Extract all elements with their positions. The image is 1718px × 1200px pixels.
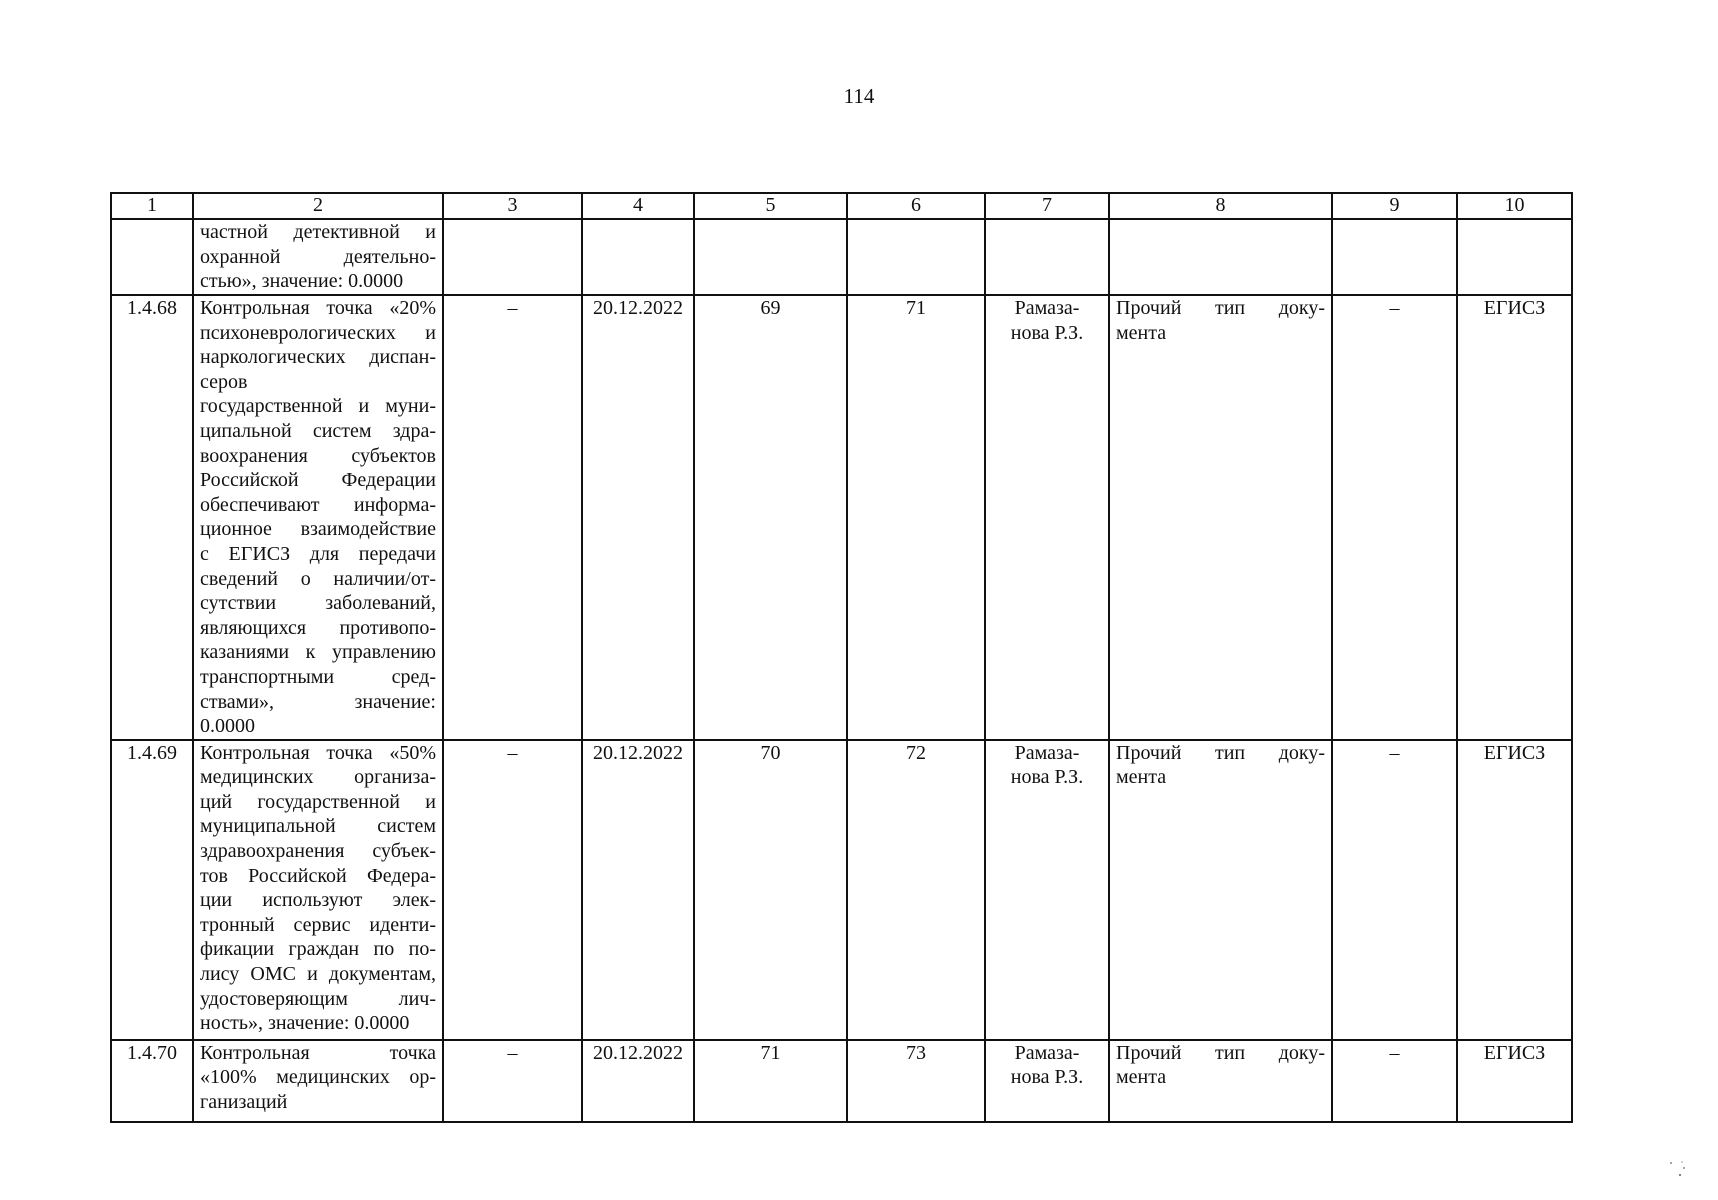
description-line: Контрольная точка «50% [200,741,436,764]
person-line: Рамаза- [1014,297,1080,319]
description-line: с ЕГИСЗ для передачи [200,542,436,565]
cell-system: ЕГИСЗ [1457,295,1572,740]
description-line: серов [200,370,248,393]
description-line: казаниями к управлению [200,641,436,664]
scan-artifact-icon [1668,1160,1688,1178]
description-line: ции используют элек- [200,889,436,912]
description-line: ционное взаимодействие [200,518,436,541]
cell-date: 20.12.2022 [582,295,694,740]
cell-col3: – [443,295,582,740]
cell-col6: 72 [847,740,985,1040]
description-line: тронный сервис иденти- [200,913,436,936]
cell-col9: – [1332,295,1457,740]
doc-type-line: мента [1116,1066,1167,1089]
cell-number [111,219,193,295]
cell-col3: – [443,1040,582,1122]
table-row [111,1040,1572,1122]
cell-doc-type [1109,295,1332,740]
description-line: транспортными сред- [200,665,436,688]
table-row [111,740,1572,1040]
cell-col9: – [1332,1040,1457,1122]
header-col-3: 3 [443,193,582,219]
person-line: Рамаза- [1014,741,1080,764]
description-line: Контрольная точка «20% [200,297,436,319]
cell-col9 [1332,219,1457,295]
cell-person [985,740,1109,1040]
description-line: воохранения субъектов [200,444,436,467]
cell-col6: 73 [847,1040,985,1122]
description-line: охранной деятельно- [200,245,436,268]
description-line: сведений о наличии/от- [200,567,436,590]
description-line: психоневрологических и [200,321,436,344]
cell-description [193,740,443,1040]
description-line: здравоохранения субъек- [200,840,436,863]
cell-person [985,1040,1109,1122]
description-line: ность», значение: 0.0000 [200,1012,410,1035]
header-col-2: 2 [193,193,443,219]
cell-date [582,219,694,295]
cell-number: 1.4.69 [111,740,193,1040]
description-line: частной детективной и [200,221,436,243]
description-line: сутствии заболеваний, [200,592,436,615]
description-line: государственной и муни- [200,395,436,418]
header-col-1: 1 [111,193,193,219]
cell-number: 1.4.70 [111,1040,193,1122]
table-row-continuation [111,219,1572,295]
description-line: Российской Федерации [200,469,436,492]
description-line: ципальной систем здра- [200,419,436,442]
cell-description [193,219,443,295]
doc-type-line: Прочий тип доку- [1116,1041,1325,1064]
cell-date: 20.12.2022 [582,740,694,1040]
doc-type-line: мента [1116,766,1167,789]
header-col-6: 6 [847,193,985,219]
doc-type-line: Прочий тип доку- [1116,741,1325,764]
description-line: ций государственной и [200,790,436,813]
description-line: фикации граждан по по- [200,938,436,961]
description-line: ствами», значение: [200,690,436,713]
cell-system: ЕГИСЗ [1457,740,1572,1040]
cell-description [193,295,443,740]
cell-col6: 71 [847,295,985,740]
person-line: нова Р.З. [1010,321,1084,344]
cell-doc-type [1109,740,1332,1040]
header-col-5: 5 [694,193,847,219]
header-col-7: 7 [985,193,1109,219]
cell-col6 [847,219,985,295]
cell-doc-type [1109,219,1332,295]
table-header-row [111,193,1572,219]
description-line: 0.0000 [200,715,255,738]
document-table [110,192,1573,1123]
doc-type-line: Прочий тип доку- [1116,297,1325,319]
cell-doc-type [1109,1040,1332,1122]
cell-col5: 71 [694,1040,847,1122]
description-line: муниципальной систем [200,815,436,838]
description-line: лису ОМС и документам, [200,963,436,986]
description-line: наркологических диспан- [200,346,436,369]
description-line: стью», значение: 0.0000 [200,270,404,293]
person-line: нова Р.З. [1010,766,1084,789]
cell-col5: 70 [694,740,847,1040]
header-col-9: 9 [1332,193,1457,219]
person-line: Рамаза- [1014,1041,1080,1064]
page-number: 114 [843,84,875,108]
doc-type-line: мента [1116,321,1167,344]
cell-person [985,219,1109,295]
cell-date: 20.12.2022 [582,1040,694,1122]
description-line: Контрольная точка [200,1041,436,1064]
cell-col5: 69 [694,295,847,740]
cell-person [985,295,1109,740]
cell-col9: – [1332,740,1457,1040]
header-col-4: 4 [582,193,694,219]
description-line: обеспечивают информа- [200,493,436,516]
header-col-8: 8 [1109,193,1332,219]
cell-col3 [443,219,582,295]
description-line: являющихся противопо- [200,616,436,639]
cell-number: 1.4.68 [111,295,193,740]
description-line: медицинских организа- [200,766,436,789]
header-col-10: 10 [1457,193,1572,219]
person-line: нова Р.З. [1010,1066,1084,1089]
cell-system [1457,219,1572,295]
cell-description [193,1040,443,1122]
description-line: ганизаций [200,1090,288,1113]
table-row [111,295,1572,740]
description-line: «100% медицинских ор- [200,1066,436,1089]
description-line: тов Российской Федера- [200,864,436,887]
cell-col5 [694,219,847,295]
description-line: удостоверяющим лич- [200,987,436,1010]
cell-col3: – [443,740,582,1040]
cell-system: ЕГИСЗ [1457,1040,1572,1122]
